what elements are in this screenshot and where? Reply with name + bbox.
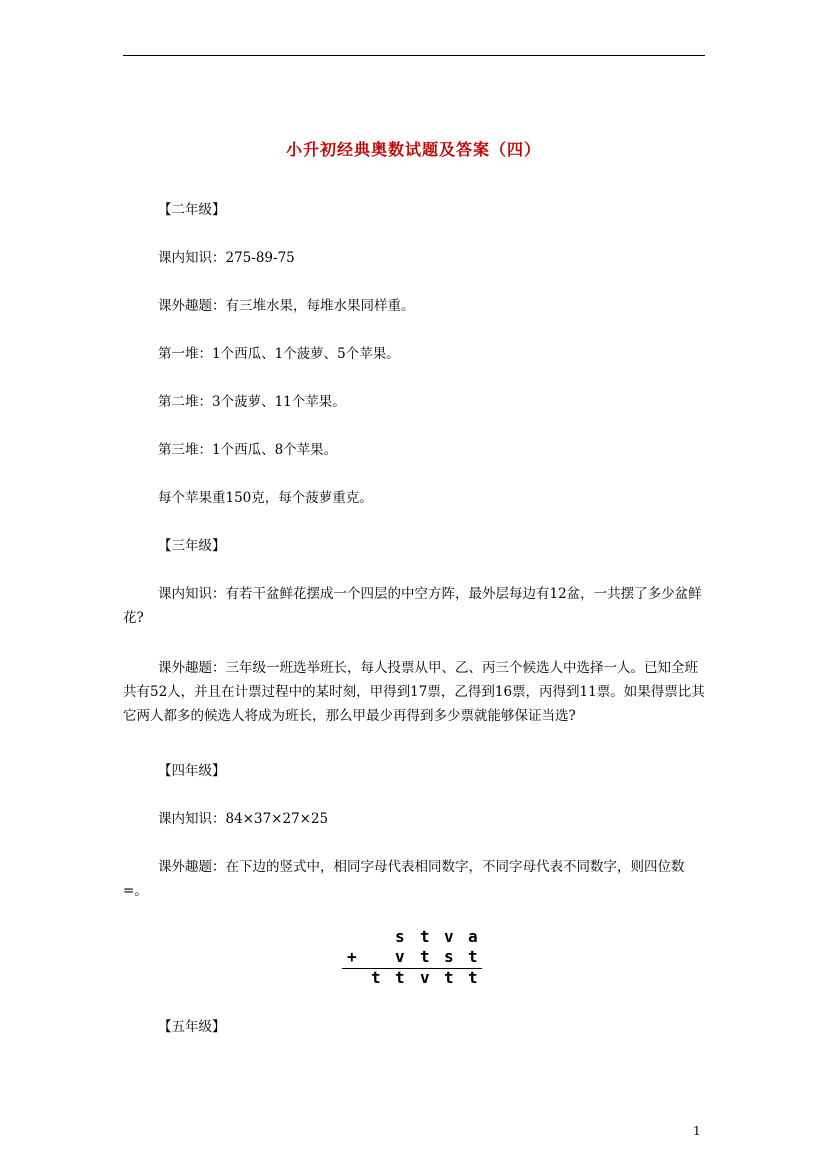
equation-row-2 (342, 947, 487, 967)
paragraph: 课外趣题：三年级一班选举班长，每人投票从甲、乙、丙三个候选人中选择一人。已知全班共有52人，并且在计票过程中的某时刻，甲得到17票，乙得到16票，丙得到11票。如果得票比其它两人都多的候选人将成为班长，那么甲最少再得到多少票就能够保证当选? (123, 660, 705, 724)
grade-heading-5: 【五年级】 (158, 1019, 226, 1035)
equation-char: t (371, 968, 381, 987)
equation-char: v (395, 947, 405, 966)
equation-row-3 (342, 968, 487, 988)
equation-char: v (444, 927, 454, 946)
equation-char: t (395, 968, 405, 987)
paragraph: 第三堆：1个西瓜、8个苹果。 (158, 442, 338, 458)
vertical-addition (342, 927, 487, 989)
equation-char: a (468, 927, 478, 946)
equation-char: s (395, 927, 405, 946)
grade-heading-2: 【二年级】 (158, 202, 226, 218)
equation-char: t (420, 947, 430, 966)
header-rule (123, 55, 705, 56)
equation-char: t (468, 968, 478, 987)
equation-char: t (444, 968, 454, 987)
equation-char: v (420, 968, 430, 987)
page-number: 1 (693, 1124, 701, 1138)
paragraph: 第一堆：1个西瓜、1个菠萝、5个苹果。 (158, 346, 400, 362)
paragraph: 课内知识：有若干盆鲜花摆成一个四层的中空方阵，最外层每边有12盆，一共摆了多少盆鲜花? (123, 586, 702, 626)
paragraph: 第二堆：3个菠萝、11个苹果。 (158, 394, 346, 410)
document-title: 小升初经典奥数试题及答案（四） (285, 140, 541, 159)
paragraph: 课外趣题：在下边的竖式中，相同字母代表相同数字，不同字母代表不同数字，则四位数=。 (123, 859, 685, 899)
paragraph: 课内知识：275-89-75 (158, 250, 295, 266)
grade-heading-4: 【四年级】 (158, 763, 226, 779)
equation-char: s (444, 947, 454, 966)
paragraph: 每个苹果重150克，每个菠萝重克。 (158, 490, 373, 506)
paragraph: 课外趣题：有三堆水果，每堆水果同样重。 (158, 298, 415, 314)
plus-sign: + (347, 947, 357, 966)
equation-row-1 (342, 927, 487, 947)
equation-char: t (420, 927, 430, 946)
paragraph: 课内知识：84×37×27×25 (158, 811, 329, 827)
grade-heading-3: 【三年级】 (158, 538, 226, 554)
equation-char: t (468, 947, 478, 966)
